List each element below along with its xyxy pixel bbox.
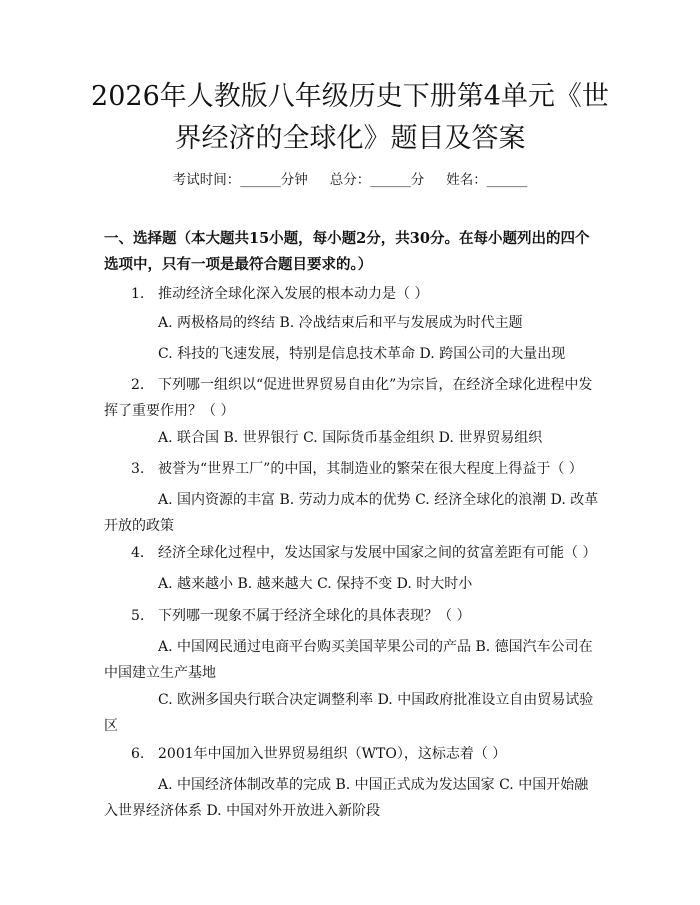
question-1-options-line-1: A. 两极格局的终结 B. 冷战结束后和平与发展成为时代主题 bbox=[158, 315, 523, 331]
question-text: 下列哪一组织以“促进世界贸易自由化”为宗旨，在经济全球化进程中发挥了重要作用？（ ） bbox=[104, 377, 593, 419]
question-text: 2001年中国加入世界贸易组织（WTO），这标志着（ ） bbox=[158, 746, 507, 762]
question-text: 推动经济全球化深入发展的根本动力是（ ） bbox=[158, 286, 429, 302]
question-6-options: A. 中国经济体制改革的完成 B. 中国正式成为发达国家 C. 中国开始融入世界经济体系 D. 中国对外开放进入新阶段 bbox=[104, 777, 589, 819]
question-5 bbox=[104, 603, 600, 629]
question-1 bbox=[104, 281, 600, 307]
question-2-options: A. 联合国 B. 世界银行 C. 国际货币基金组织 D. 世界贸易组织 bbox=[158, 430, 543, 446]
question-3-options: A. 国内资源的丰富 B. 劳动力成本的优势 C. 经济全球化的浪潮 D. 改革开放的政策 bbox=[104, 492, 599, 534]
question-6 bbox=[104, 741, 600, 767]
question-number: 2. bbox=[131, 377, 145, 393]
question-5-options-line-1: A. 中国网民通过电商平台购买美国苹果公司的产品 B. 德国汽车公司在中国建立生产基地 bbox=[104, 639, 593, 681]
question-number: 5. bbox=[131, 608, 145, 624]
question-number: 4. bbox=[131, 545, 145, 561]
question-text: 下列哪一现象不属于经济全球化的具体表现？（ ） bbox=[158, 608, 471, 624]
question-5-options-line-2: C. 欧洲多国央行联合决定调整利率 D. 中国政府批准设立自由贸易试验区 bbox=[104, 692, 594, 734]
section-heading: 一、选择题（本大题共15小题，每小题2分，共30分。在每小题列出的四个选项中，只有一项是最符合题目要求的。） bbox=[104, 230, 590, 273]
document-title: 2026年人教版八年级历史下册第4单元《世界经济的全球化》题目及答案 bbox=[91, 81, 609, 154]
student-name-field: 姓名：______ bbox=[446, 172, 528, 188]
exam-info-line bbox=[0, 168, 700, 188]
question-number: 3. bbox=[131, 461, 145, 477]
exam-time-field: 考试时间：______分钟 bbox=[172, 172, 308, 188]
question-number: 1. bbox=[131, 286, 145, 302]
question-4-options: A. 越来越小 B. 越来越大 C. 保持不变 D. 时大时小 bbox=[158, 576, 473, 592]
total-score-field: 总分：______分 bbox=[329, 172, 425, 188]
question-1-options-line-2: C. 科技的飞速发展，特别是信息技术革命 D. 跨国公司的大量出现 bbox=[158, 346, 566, 362]
question-2 bbox=[104, 372, 600, 424]
question-4 bbox=[104, 540, 600, 566]
question-text: 被誉为“世界工厂”的中国，其制造业的繁荣在很大程度上得益于（ ） bbox=[158, 461, 583, 477]
question-text: 经济全球化过程中，发达国家与发展中国家之间的贫富差距有可能（ ） bbox=[158, 545, 597, 561]
question-number: 6. bbox=[131, 746, 145, 762]
question-3 bbox=[104, 456, 600, 482]
